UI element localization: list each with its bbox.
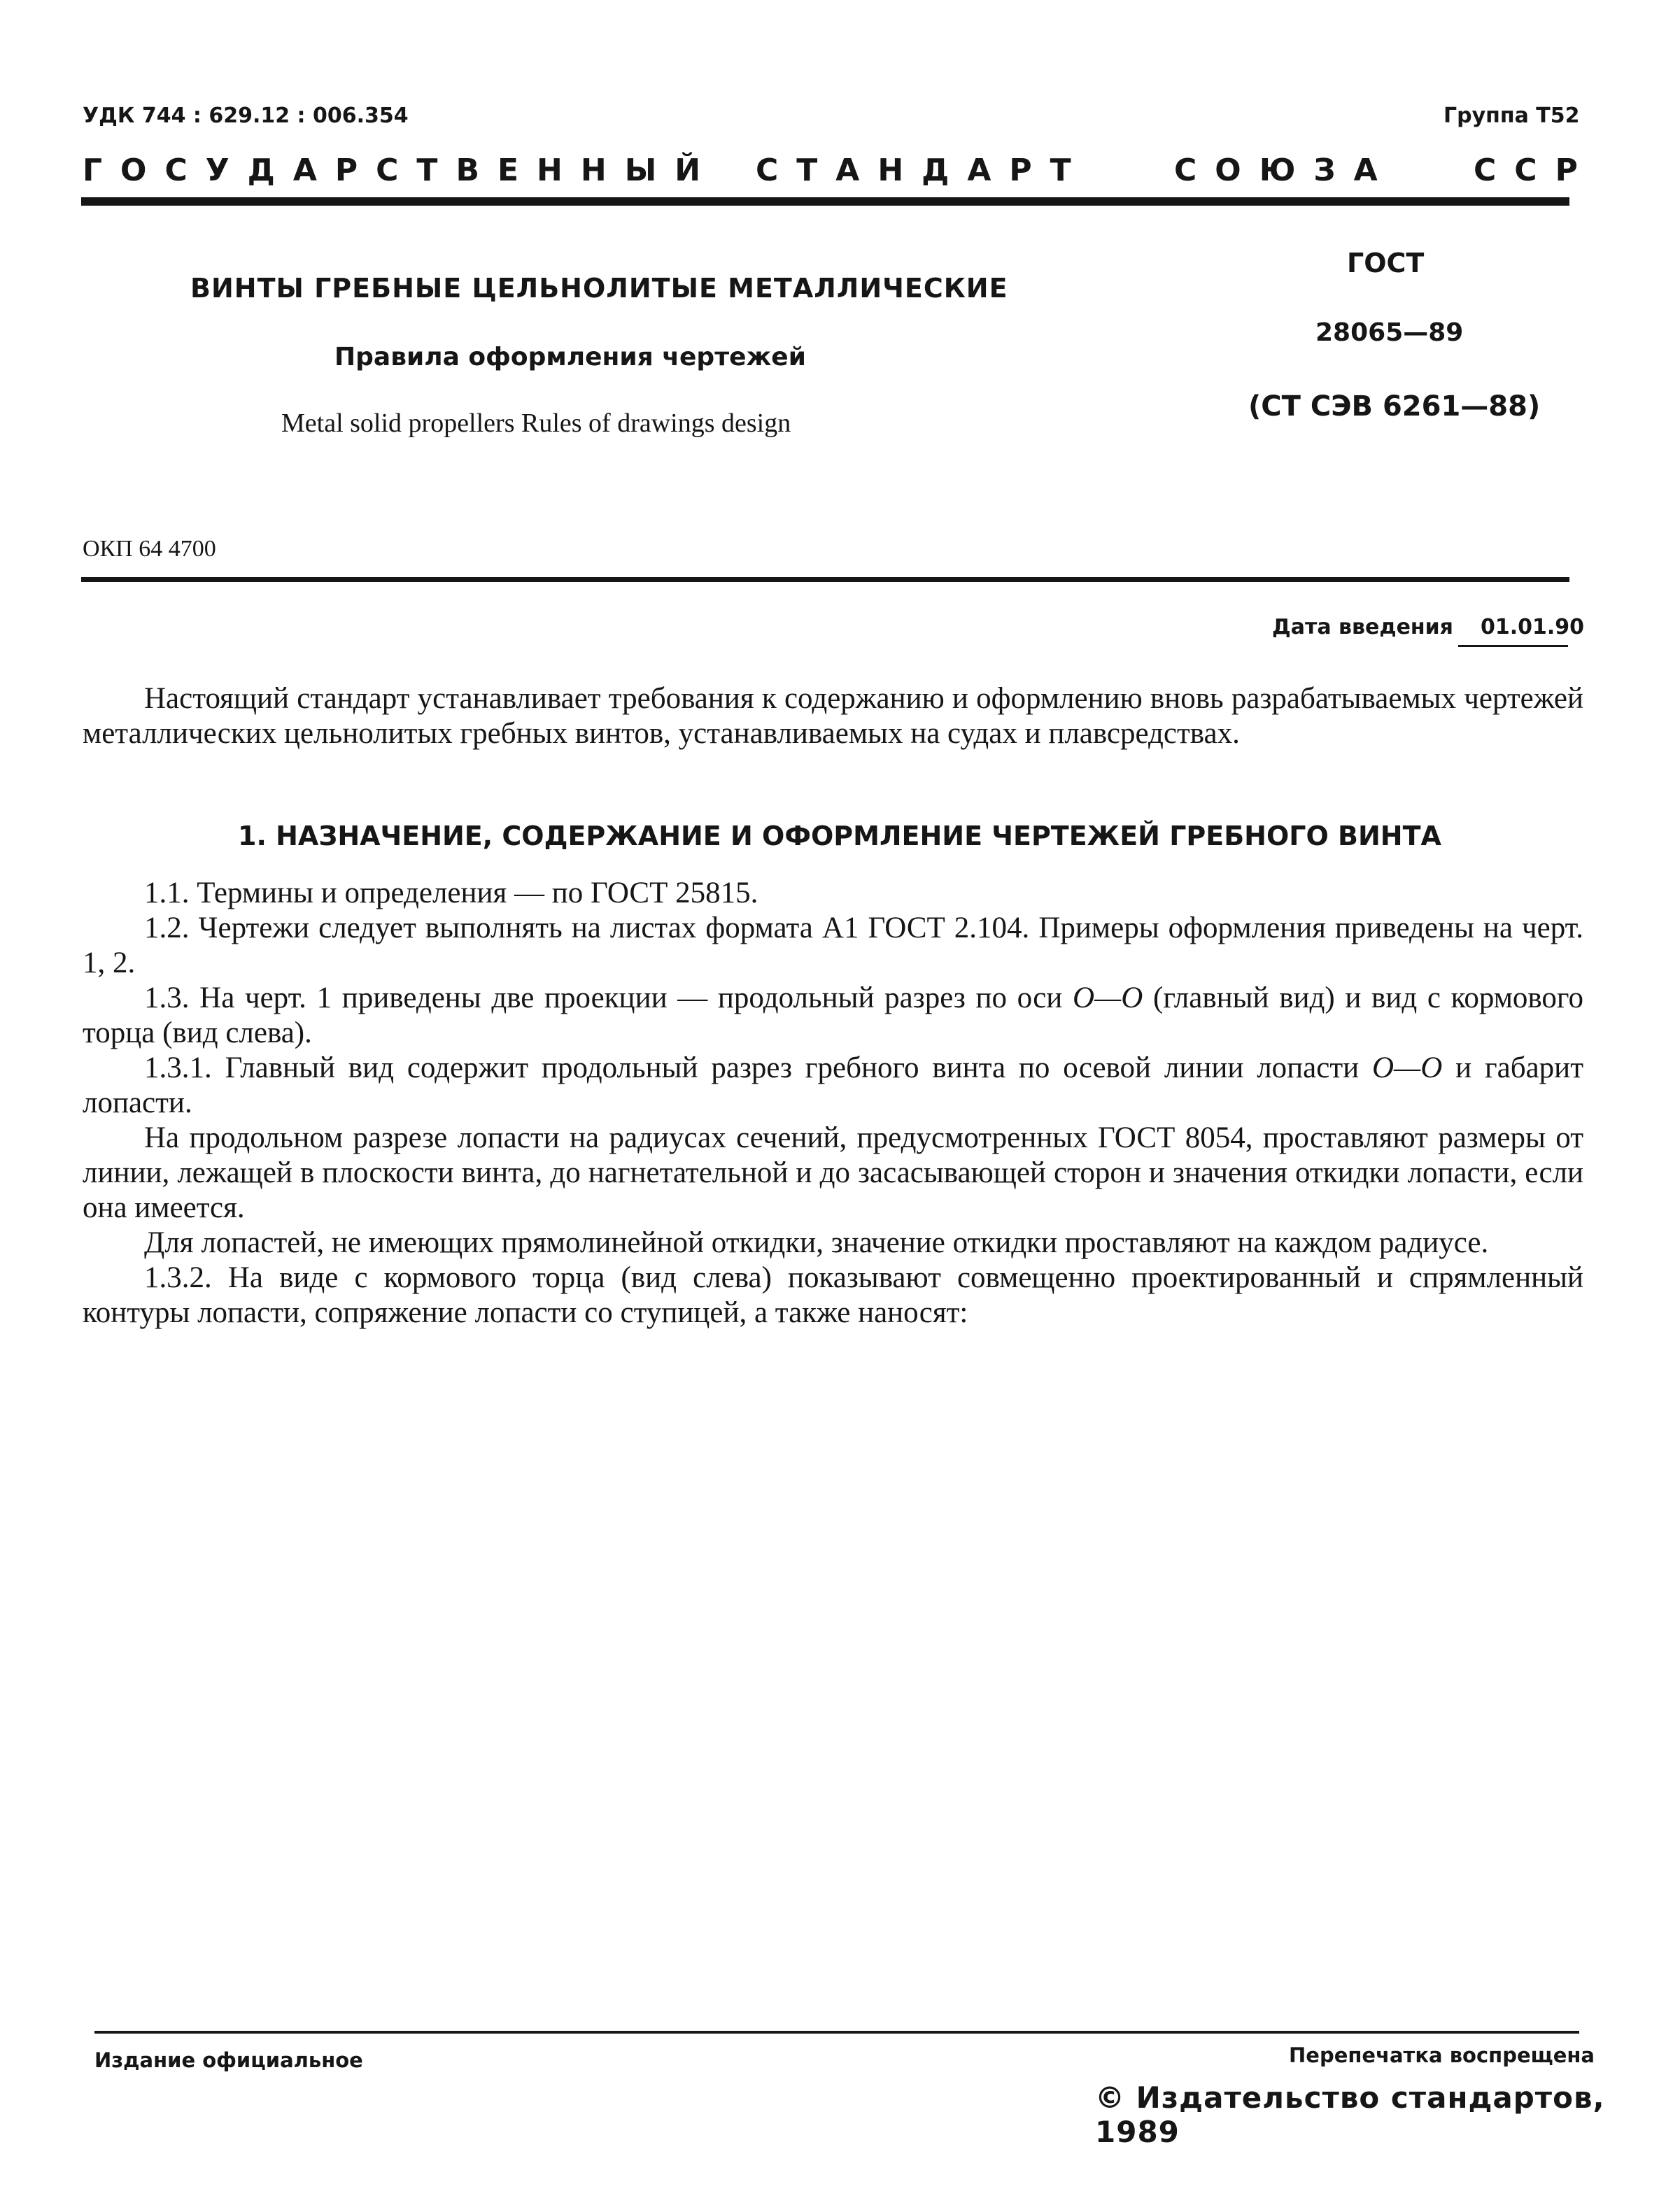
header-thick-rule (81, 197, 1569, 206)
paragraph-longitudinal-section: На продольном разрезе лопасти на радиусах сечений, предусмотренных ГОСТ 8054, проставляют размеры от линии, лежащей в плоскости винта, до нагнетательной и до засасывающей сторон и значения откидки лопасти, если она имеется. (83, 1121, 1583, 1224)
sev-number: (СТ СЭВ 6261—88) (1248, 390, 1541, 423)
banner-word-3: СОЮЗА (1174, 153, 1396, 188)
okp-rule (81, 577, 1569, 582)
paragraph-1-2: 1.2. Чертежи следует выполнять на листах формата А1 ГОСТ 2.104. Примеры оформления приведены на черт. 1, 2. (83, 912, 1583, 979)
paragraph-1-3-2: 1.3.2. На виде с кормового торца (вид слева) показывают совмещенно проектированный и спрямленный контуры лопасти, сопряжение лопасти со ступицей, а также наносят: (83, 1261, 1583, 1329)
footer-copyright: © Издательство стандартов, 1989 (1095, 2080, 1605, 2149)
paragraph-blades-rake: Для лопастей, не имеющих прямолинейной откидки, значение откидки проставляют на каждом радиусе. (144, 1226, 1489, 1259)
body-text (83, 876, 1583, 1331)
intro-date-label: Дата введения (1272, 615, 1453, 639)
paragraph-1-3-text-a: 1.3. На черт. 1 приведены две проекции — продольный разрез по оси (144, 981, 1073, 1014)
axis-label: О—О (1371, 1051, 1443, 1084)
paragraph-1-3-1-text-a: 1.3.1. Главный вид содержит продольный разрез гребного винта по осевой линии лопасти (144, 1051, 1372, 1084)
intro-paragraph-block (83, 681, 1583, 751)
intro-date-value: 01.01.90 (1481, 615, 1585, 639)
english-title: Metal solid propellers Rules of drawings design (281, 409, 791, 438)
group-code: Группа Т52 (1443, 104, 1580, 128)
banner-word-2: СТАНДАРТ (756, 153, 1089, 188)
paragraph-1-3-1 (83, 1051, 1583, 1121)
footer-rule (94, 2031, 1579, 2034)
paragraph-1-3 (83, 981, 1583, 1051)
section-title: 1. НАЗНАЧЕНИЕ, СОДЕРЖАНИЕ И ОФОРМЛЕНИЕ ЧЕРТЕЖЕЙ ГРЕБНОГО ВИНТА (238, 821, 1441, 851)
paragraph-1-3-1-text-b: и габарит лопасти. (83, 1051, 1583, 1119)
axis-label: О—О (1073, 981, 1143, 1014)
footer-reprint-notice: Перепечатка воспрещена (1289, 2043, 1595, 2067)
paragraph-1-3-text-b: (главный вид) и вид с кормового торца (вид слева). (83, 981, 1584, 1049)
gost-number: 28065—89 (1315, 318, 1464, 347)
paragraph-1-1: 1.1. Термины и определения — по ГОСТ 25815. (144, 877, 758, 909)
banner-word-4: ССР (1474, 153, 1596, 188)
udk-code: УДК 744 : 629.12 : 006.354 (83, 104, 409, 128)
gost-label: ГОСТ (1347, 248, 1425, 278)
document-title: ВИНТЫ ГРЕБНЫЕ ЦЕЛЬНОЛИТЫЕ МЕТАЛЛИЧЕСКИЕ (190, 273, 1008, 304)
footer-official-edition: Издание официальное (94, 2048, 363, 2072)
banner-word-1: ГОСУДАРСТВЕННЫЙ (83, 153, 719, 188)
document-subtitle: Правила оформления чертежей (334, 343, 806, 371)
okp-code: ОКП 64 4700 (83, 536, 216, 562)
intro-date-underline (1458, 645, 1568, 647)
intro-paragraph: Настоящий стандарт устанавливает требования к содержанию и оформлению вновь разрабатываемых чертежей металлических цельнолитых гребных винтов, устанавливаемых на судах и плавсредствах. (83, 682, 1583, 750)
